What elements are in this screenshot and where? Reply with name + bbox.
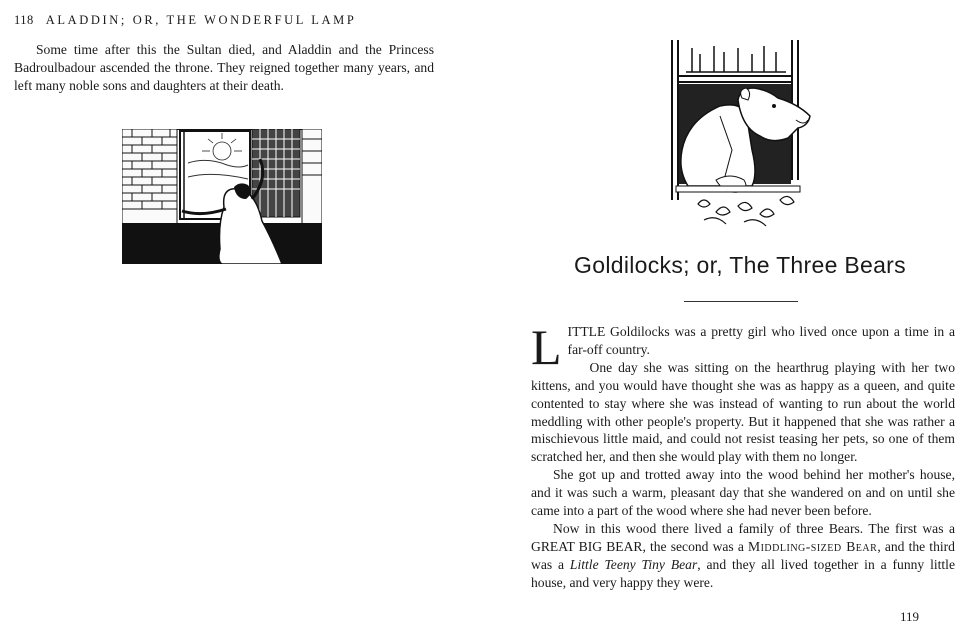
paragraph-4-d: , and they all lived together in a funny little house, and very happy they were. <box>531 556 955 590</box>
right-page-number: 119 <box>900 609 920 624</box>
middling-bear: Middling-sized Bear <box>748 538 878 554</box>
running-head-title: ALADDIN; OR, THE WONDERFUL LAMP <box>45 13 357 27</box>
chapter-title: Goldilocks; or, The Three Bears <box>574 252 906 278</box>
bear-window-illustration <box>668 40 818 232</box>
great-big-bear: GREAT BIG BEAR <box>531 538 643 554</box>
story-paragraph-1 <box>531 319 955 375</box>
story-paragraph-3: She got up and trotted away into the wood behind her mother's house, and it was such a warm, pleasant day that she wandered on and on until she came into a part of the wood where she had never been before. <box>531 467 955 519</box>
left-page-number: 118 <box>14 13 34 27</box>
story-paragraph-2: One day she was sitting on the hearthrug playing with her two kittens, and you would have thought she was as happy as a queen, and quite contented to stay where she was instead of wanting to run about the world meddling with other people's property. But it happened that she was rather a mischievous little maid, and could not resist teasing her pets, so one of them scratched her, and then she would play with them no longer. <box>531 359 955 465</box>
drop-cap: L <box>531 319 562 375</box>
goldilocks-story-text <box>531 319 955 592</box>
paragraph-4-a: Now in this wood there lived a family of three Bears. The first was a <box>553 520 955 536</box>
paragraph-4-b: , the second was a <box>642 538 749 554</box>
story-paragraph-4 <box>531 520 955 592</box>
tiny-bear: Little Teeny Tiny Bear <box>569 556 698 572</box>
running-head <box>14 13 356 28</box>
aladdin-paragraph: Some time after this the Sultan died, and Aladdin and the Princess Badroulbadour ascended the throne. They reigned together many years, and left many noble sons and daughters at their death. <box>14 42 434 93</box>
paragraph-4-c: , and the third was a <box>531 538 955 572</box>
aladdin-window-illustration <box>122 129 322 264</box>
title-rule <box>684 301 798 302</box>
paragraph-1-text: ITTLE Goldilocks was a pretty girl who lived once upon a time in a far-off country. <box>567 324 955 357</box>
aladdin-ending-text <box>14 41 434 95</box>
